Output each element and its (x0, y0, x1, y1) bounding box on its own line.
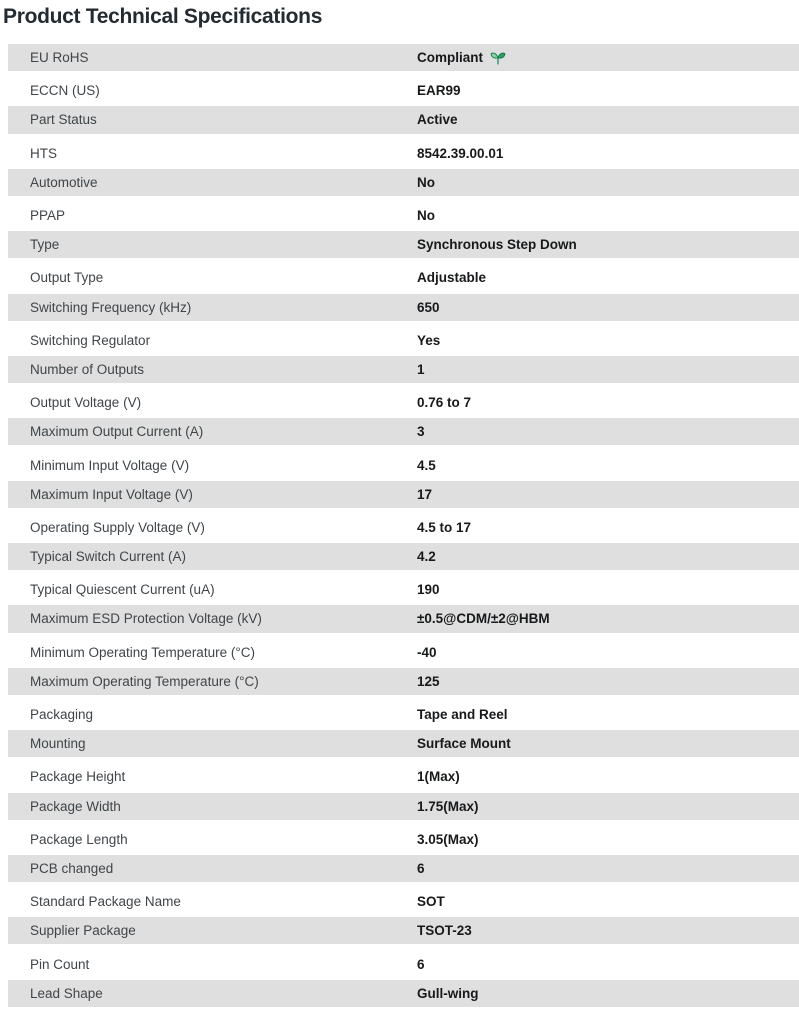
spec-label: Package Width (30, 798, 121, 814)
spec-value (417, 611, 550, 626)
spec-label: Part Status (30, 112, 97, 128)
spec-label: Pin Count (30, 956, 90, 972)
spec-value (417, 458, 436, 473)
spec-value-text: 650 (417, 299, 440, 315)
spec-label: EU RoHS (30, 50, 89, 66)
spec-value (417, 83, 461, 98)
spec-row (8, 668, 799, 699)
spec-value-text: 1.75(Max) (417, 798, 479, 814)
spec-label: Minimum Operating Temperature (°C) (30, 644, 255, 660)
spec-row (8, 449, 799, 480)
spec-label: Switching Frequency (kHz) (30, 299, 192, 315)
spec-value (417, 333, 440, 348)
spec-value-text: 1(Max) (417, 769, 460, 785)
spec-value (417, 736, 511, 751)
spec-row (8, 75, 799, 106)
spec-label: Type (30, 237, 60, 253)
spec-value (417, 707, 508, 722)
spec-value (417, 362, 425, 377)
spec-value-text: Gull-wing (417, 985, 479, 1001)
spec-row (8, 948, 799, 979)
rohs-leaf-icon (490, 51, 506, 65)
spec-row (8, 886, 799, 917)
spec-value (417, 520, 471, 535)
spec-label: Maximum Output Current (A) (30, 424, 204, 440)
spec-row (8, 262, 799, 293)
spec-label: Package Height (30, 769, 126, 785)
spec-row (8, 605, 799, 636)
spec-row (8, 793, 799, 824)
page-title: Product Technical Specifications (3, 5, 323, 28)
spec-value (417, 50, 506, 65)
spec-label: Lead Shape (30, 985, 103, 1001)
spec-label: Maximum ESD Protection Voltage (kV) (30, 611, 262, 627)
spec-row (8, 574, 799, 605)
spec-value-text: EAR99 (417, 83, 461, 99)
spec-row (8, 917, 799, 948)
spec-value (417, 894, 445, 909)
spec-value-text: 17 (417, 486, 433, 502)
spec-value-text: 190 (417, 582, 440, 598)
spec-value-text: Tape and Reel (417, 707, 508, 723)
spec-row (8, 44, 799, 75)
spec-value-text: -40 (417, 644, 437, 660)
spec-value (417, 208, 435, 223)
spec-row (8, 200, 799, 231)
spec-value-text: Compliant (417, 50, 483, 66)
spec-label: Maximum Operating Temperature (°C) (30, 673, 259, 689)
spec-value-text: Active (417, 112, 458, 128)
spec-value (417, 487, 432, 502)
spec-row (8, 106, 799, 137)
spec-row (8, 138, 799, 169)
spec-row (8, 730, 799, 761)
spec-value-text: 3 (417, 424, 425, 440)
spec-row (8, 231, 799, 262)
spec-label: Automotive (30, 174, 98, 190)
spec-row (8, 699, 799, 730)
spec-value (417, 986, 479, 1001)
spec-row (8, 512, 799, 543)
spec-value (417, 300, 440, 315)
spec-value (417, 549, 436, 564)
spec-row (8, 980, 799, 1011)
spec-value-text: Yes (417, 332, 441, 348)
spec-row (8, 325, 799, 356)
spec-value (417, 175, 435, 190)
spec-value-text: Adjustable (417, 270, 487, 286)
spec-value-text: 8542.39.00.01 (417, 145, 504, 161)
spec-label: Maximum Input Voltage (V) (30, 486, 193, 502)
spec-value-text: 6 (417, 860, 425, 876)
spec-label: Number of Outputs (30, 361, 145, 377)
spec-value-text: Surface Mount (417, 736, 511, 752)
spec-label: Supplier Package (30, 923, 136, 939)
spec-label: Mounting (30, 736, 86, 752)
spec-value (417, 674, 440, 689)
spec-label: Package Length (30, 831, 128, 847)
spec-row (8, 169, 799, 200)
spec-value (417, 237, 577, 252)
spec-label: Typical Quiescent Current (uA) (30, 582, 215, 598)
spec-label: Output Type (30, 270, 104, 286)
spec-label: Operating Supply Voltage (V) (30, 519, 205, 535)
spec-label: Standard Package Name (30, 894, 181, 910)
spec-value (417, 861, 425, 876)
spec-row (8, 824, 799, 855)
spec-value (417, 424, 425, 439)
spec-row (8, 418, 799, 449)
spec-value-text: 3.05(Max) (417, 831, 479, 847)
spec-label: PPAP (30, 208, 66, 224)
spec-value-text: No (417, 208, 435, 224)
spec-value-text: 4.2 (417, 549, 436, 565)
spec-row (8, 387, 799, 418)
spec-value (417, 769, 460, 784)
spec-value-text: 1 (417, 361, 425, 377)
spec-label: Switching Regulator (30, 332, 151, 348)
spec-value-text: 4.5 to 17 (417, 519, 472, 535)
spec-row (8, 356, 799, 387)
spec-label: Minimum Input Voltage (V) (30, 457, 190, 473)
spec-value (417, 923, 472, 938)
spec-row (8, 543, 799, 574)
spec-value (417, 270, 486, 285)
spec-value-text: 0.76 to 7 (417, 395, 472, 411)
spec-table (8, 44, 799, 1011)
spec-row (8, 761, 799, 792)
spec-value-text: TSOT-23 (417, 923, 472, 939)
spec-label: Packaging (30, 707, 94, 723)
spec-row (8, 481, 799, 512)
spec-value-text: ±0.5@CDM/±2@HBM (417, 611, 550, 627)
spec-value (417, 112, 458, 127)
spec-label: Output Voltage (V) (30, 395, 142, 411)
spec-value (417, 957, 425, 972)
spec-row (8, 855, 799, 886)
spec-label: HTS (30, 145, 57, 161)
spec-value (417, 799, 479, 814)
spec-value-text: 6 (417, 956, 425, 972)
spec-value-text: Synchronous Step Down (417, 237, 577, 253)
spec-value-text: No (417, 174, 435, 190)
spec-value (417, 582, 440, 597)
spec-row (8, 637, 799, 668)
spec-value (417, 395, 471, 410)
spec-label: PCB changed (30, 860, 114, 876)
spec-value-text: 4.5 (417, 457, 436, 473)
spec-value (417, 645, 437, 660)
spec-label: ECCN (US) (30, 83, 100, 99)
spec-label: Typical Switch Current (A) (30, 549, 187, 565)
spec-value-text: SOT (417, 894, 445, 910)
spec-value (417, 832, 479, 847)
spec-row (8, 294, 799, 325)
spec-value (417, 146, 503, 161)
spec-value-text: 125 (417, 673, 440, 689)
